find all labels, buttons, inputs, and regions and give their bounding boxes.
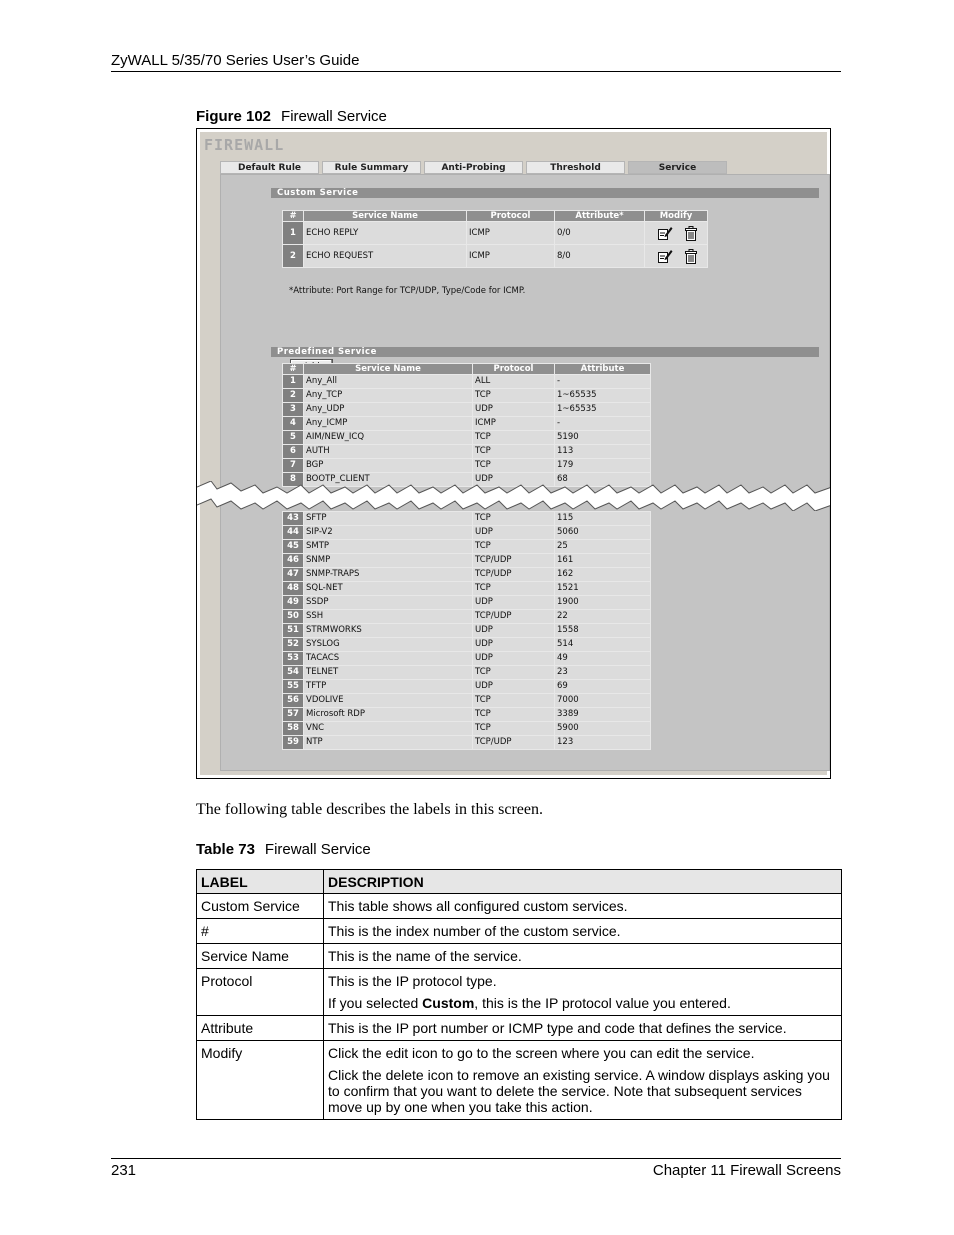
- protocol: TCP: [473, 445, 554, 458]
- col-service-name: Service Name: [304, 211, 466, 221]
- predefined-service-row: [283, 554, 650, 567]
- tab-service[interactable]: Service: [628, 161, 727, 174]
- service-name: VDOLIVE: [304, 694, 472, 707]
- attribute: 115: [555, 512, 650, 525]
- attribute: -: [555, 375, 650, 388]
- figure-label: Figure 102: [196, 108, 272, 125]
- description-paragraph: If you selected Custom, this is the IP protocol value you entered.: [328, 995, 731, 1011]
- attribute: 1900: [555, 596, 650, 609]
- protocol: UDP: [473, 403, 554, 416]
- protocol: TCP: [473, 389, 554, 402]
- predefined-service-row: [283, 610, 650, 623]
- col-num: #: [283, 211, 303, 221]
- attribute: 68: [555, 473, 650, 486]
- screen-title: FIREWALL: [204, 136, 285, 154]
- custom-service-header: Custom Service: [271, 188, 819, 198]
- service-name: NTP: [304, 736, 472, 749]
- row-number: 7: [283, 459, 303, 472]
- protocol: UDP: [473, 526, 554, 539]
- running-header: ZyWALL 5/35/70 Series User’s Guide: [111, 52, 360, 69]
- service-name: TFTP: [304, 680, 472, 693]
- service-name: BGP: [304, 459, 472, 472]
- protocol: TCP: [473, 708, 554, 721]
- service-name: STRMWORKS: [304, 624, 472, 637]
- predefined-service-row: [283, 403, 650, 416]
- predefined-service-header: Predefined Service: [271, 347, 819, 357]
- predefined-service-row: [283, 540, 650, 553]
- service-name: Microsoft RDP: [304, 708, 472, 721]
- row-number: 2: [283, 245, 303, 267]
- attribute: 113: [555, 445, 650, 458]
- row-number: 46: [283, 554, 303, 567]
- service-name: SIP-V2: [304, 526, 472, 539]
- header-description: DESCRIPTION: [324, 870, 842, 894]
- protocol: UDP: [473, 624, 554, 637]
- row-number: 51: [283, 624, 303, 637]
- attribute: 5190: [555, 431, 650, 444]
- row-number: 44: [283, 526, 303, 539]
- row-label: Service Name: [197, 944, 324, 969]
- protocol: UDP: [473, 473, 554, 486]
- predefined-service-row: [283, 445, 650, 458]
- description-paragraph: This table shows all configured custom services.: [328, 898, 628, 914]
- predefined-service-row: [283, 736, 650, 749]
- predefined-service-row: [283, 459, 650, 472]
- row-number: 4: [283, 417, 303, 430]
- row-number: 48: [283, 582, 303, 595]
- protocol: UDP: [473, 652, 554, 665]
- firewall-panel: [200, 132, 827, 775]
- description-paragraph: This is the index number of the custom service.: [328, 923, 621, 939]
- tab-bar: [220, 161, 730, 174]
- screenshot-frame: [196, 128, 831, 779]
- header-rule: [111, 71, 841, 72]
- attribute: 161: [555, 554, 650, 567]
- col-modify: Modify: [645, 211, 707, 221]
- protocol: UDP: [473, 680, 554, 693]
- row-number: 8: [283, 473, 303, 486]
- service-name: SNMP: [304, 554, 472, 567]
- description-paragraph: This is the IP protocol type.: [328, 973, 497, 989]
- predefined-service-row: [283, 375, 650, 388]
- protocol: ICMP: [467, 245, 554, 267]
- tab-threshold[interactable]: Threshold: [526, 161, 625, 174]
- row-label: Modify: [197, 1041, 324, 1120]
- predefined-service-row: [283, 526, 650, 539]
- predefined-service-row: [283, 708, 650, 721]
- table-label: Table 73: [196, 841, 255, 858]
- figure-caption: [196, 108, 387, 125]
- service-name: AIM/NEW_ICQ: [304, 431, 472, 444]
- row-number: 43: [283, 512, 303, 525]
- attribute: 69: [555, 680, 650, 693]
- body-paragraph: The following table describes the labels in this screen.: [196, 801, 544, 818]
- delete-icon[interactable]: [685, 226, 697, 241]
- service-name: AUTH: [304, 445, 472, 458]
- table-caption: [196, 841, 371, 858]
- row-description: [324, 1041, 842, 1120]
- protocol: TCP: [473, 512, 554, 525]
- description-paragraph: Click the edit icon to go to the screen where you can edit the service.: [328, 1045, 755, 1061]
- attribute: 123: [555, 736, 650, 749]
- protocol: UDP: [473, 596, 554, 609]
- header-label: LABEL: [197, 870, 324, 894]
- predefined-service-row: [283, 694, 650, 707]
- protocol: TCP/UDP: [473, 736, 554, 749]
- service-name: SQL-NET: [304, 582, 472, 595]
- row-number: 6: [283, 445, 303, 458]
- service-name: SSH: [304, 610, 472, 623]
- figure-title: Firewall Service: [281, 108, 387, 125]
- service-name: SNMP-TRAPS: [304, 568, 472, 581]
- predefined-service-row: [283, 596, 650, 609]
- row-label: #: [197, 919, 324, 944]
- custom-service-table: [282, 210, 708, 268]
- custom-service-row: [283, 222, 707, 244]
- row-number: 56: [283, 694, 303, 707]
- predefined-service-row: [283, 512, 650, 525]
- protocol: UDP: [473, 638, 554, 651]
- attribute: 162: [555, 568, 650, 581]
- service-name: Any_TCP: [304, 389, 472, 402]
- predefined-service-row: [283, 652, 650, 665]
- predefined-service-row: [283, 582, 650, 595]
- service-name: TELNET: [304, 666, 472, 679]
- edit-icon[interactable]: [657, 225, 673, 241]
- row-number: 5: [283, 431, 303, 444]
- service-name: Any_All: [304, 375, 472, 388]
- service-name: SMTP: [304, 540, 472, 553]
- table-row: [197, 944, 842, 969]
- chapter-title: Chapter 11 Firewall Screens: [652, 1162, 841, 1179]
- attribute: 514: [555, 638, 650, 651]
- col-num: #: [283, 364, 303, 374]
- attribute: 5900: [555, 722, 650, 735]
- col-service-name: Service Name: [304, 364, 472, 374]
- protocol: TCP/UDP: [473, 554, 554, 567]
- row-number: 2: [283, 389, 303, 402]
- attribute-note: *Attribute: Port Range for TCP/UDP, Type/Code for ICMP.: [289, 286, 526, 296]
- custom-service-row: [283, 245, 707, 267]
- attribute: 5060: [555, 526, 650, 539]
- attribute: 8/0: [555, 245, 644, 267]
- attribute: 49: [555, 652, 650, 665]
- protocol: TCP: [473, 666, 554, 679]
- service-name: ECHO REPLY: [304, 222, 466, 244]
- row-number: 55: [283, 680, 303, 693]
- col-protocol: Protocol: [467, 211, 554, 221]
- service-name: VNC: [304, 722, 472, 735]
- table-row: [197, 919, 842, 944]
- service-name: SFTP: [304, 512, 472, 525]
- col-attribute: Attribute*: [555, 211, 644, 221]
- row-number: 57: [283, 708, 303, 721]
- description-table: [196, 869, 842, 1120]
- attribute: 179: [555, 459, 650, 472]
- description-paragraph: This is the IP port number or ICMP type and code that defines the service.: [328, 1020, 787, 1036]
- service-name: SYSLOG: [304, 638, 472, 651]
- description-paragraph: Click the delete icon to remove an existing service. A window displays asking you to confirm that you want to delete the service. Note that subsequent services move up by one when you take this action.: [328, 1067, 830, 1115]
- predefined-service-table-top: [282, 363, 651, 487]
- delete-icon[interactable]: [685, 249, 697, 264]
- attribute: 22: [555, 610, 650, 623]
- col-attribute: Attribute: [555, 364, 650, 374]
- torn-page-break: [197, 481, 831, 511]
- protocol: ICMP: [473, 417, 554, 430]
- predefined-service-row: [283, 389, 650, 402]
- row-number: 53: [283, 652, 303, 665]
- attribute: 1521: [555, 582, 650, 595]
- predefined-service-row: [283, 568, 650, 581]
- row-number: 58: [283, 722, 303, 735]
- service-name: SSDP: [304, 596, 472, 609]
- protocol: TCP: [473, 722, 554, 735]
- row-number: 59: [283, 736, 303, 749]
- row-description: [324, 1016, 842, 1041]
- protocol: ICMP: [467, 222, 554, 244]
- row-description: [324, 944, 842, 969]
- tab-default-rule[interactable]: Default Rule: [220, 161, 319, 174]
- service-name: Any_ICMP: [304, 417, 472, 430]
- row-number: 45: [283, 540, 303, 553]
- modify-cell: [645, 245, 707, 267]
- service-name: BOOTP_CLIENT: [304, 473, 472, 486]
- edit-icon[interactable]: [657, 248, 673, 264]
- predefined-service-row: [283, 680, 650, 693]
- tab-rule-summary[interactable]: Rule Summary: [322, 161, 421, 174]
- predefined-service-row: [283, 722, 650, 735]
- attribute: 1~65535: [555, 403, 650, 416]
- protocol: TCP: [473, 694, 554, 707]
- protocol: TCP: [473, 431, 554, 444]
- protocol: TCP/UDP: [473, 610, 554, 623]
- row-description: [324, 919, 842, 944]
- row-number: 50: [283, 610, 303, 623]
- protocol: TCP: [473, 582, 554, 595]
- predefined-service-row: [283, 638, 650, 651]
- table-row: [197, 894, 842, 919]
- attribute: 7000: [555, 694, 650, 707]
- row-label: Custom Service: [197, 894, 324, 919]
- table-row: [197, 969, 842, 1016]
- predefined-service-row: [283, 666, 650, 679]
- service-name: TACACS: [304, 652, 472, 665]
- row-label: Attribute: [197, 1016, 324, 1041]
- service-name: Any_UDP: [304, 403, 472, 416]
- predefined-service-row: [283, 624, 650, 637]
- table-title: Firewall Service: [264, 841, 371, 858]
- attribute: 0/0: [555, 222, 644, 244]
- page-number: 231: [111, 1162, 137, 1179]
- row-number: 47: [283, 568, 303, 581]
- attribute: 25: [555, 540, 650, 553]
- footer-rule: [111, 1158, 841, 1159]
- service-body: [220, 174, 830, 771]
- protocol: TCP: [473, 540, 554, 553]
- tab-anti-probing[interactable]: Anti-Probing: [424, 161, 523, 174]
- attribute: 1558: [555, 624, 650, 637]
- description-paragraph: This is the name of the service.: [328, 948, 522, 964]
- protocol: ALL: [473, 375, 554, 388]
- row-description: [324, 969, 842, 1016]
- service-name: ECHO REQUEST: [304, 245, 466, 267]
- row-number: 1: [283, 375, 303, 388]
- protocol: TCP/UDP: [473, 568, 554, 581]
- row-number: 49: [283, 596, 303, 609]
- row-description: [324, 894, 842, 919]
- predefined-service-table-bottom: [282, 511, 651, 750]
- row-number: 52: [283, 638, 303, 651]
- attribute: 23: [555, 666, 650, 679]
- attribute: 3389: [555, 708, 650, 721]
- protocol: TCP: [473, 459, 554, 472]
- predefined-service-row: [283, 431, 650, 444]
- attribute: 1~65535: [555, 389, 650, 402]
- row-number: 1: [283, 222, 303, 244]
- modify-cell: [645, 222, 707, 244]
- attribute: -: [555, 417, 650, 430]
- predefined-service-row: [283, 417, 650, 430]
- table-row: [197, 1041, 842, 1120]
- row-label: Protocol: [197, 969, 324, 1016]
- row-number: 54: [283, 666, 303, 679]
- row-number: 3: [283, 403, 303, 416]
- table-row: [197, 1016, 842, 1041]
- col-protocol: Protocol: [473, 364, 554, 374]
